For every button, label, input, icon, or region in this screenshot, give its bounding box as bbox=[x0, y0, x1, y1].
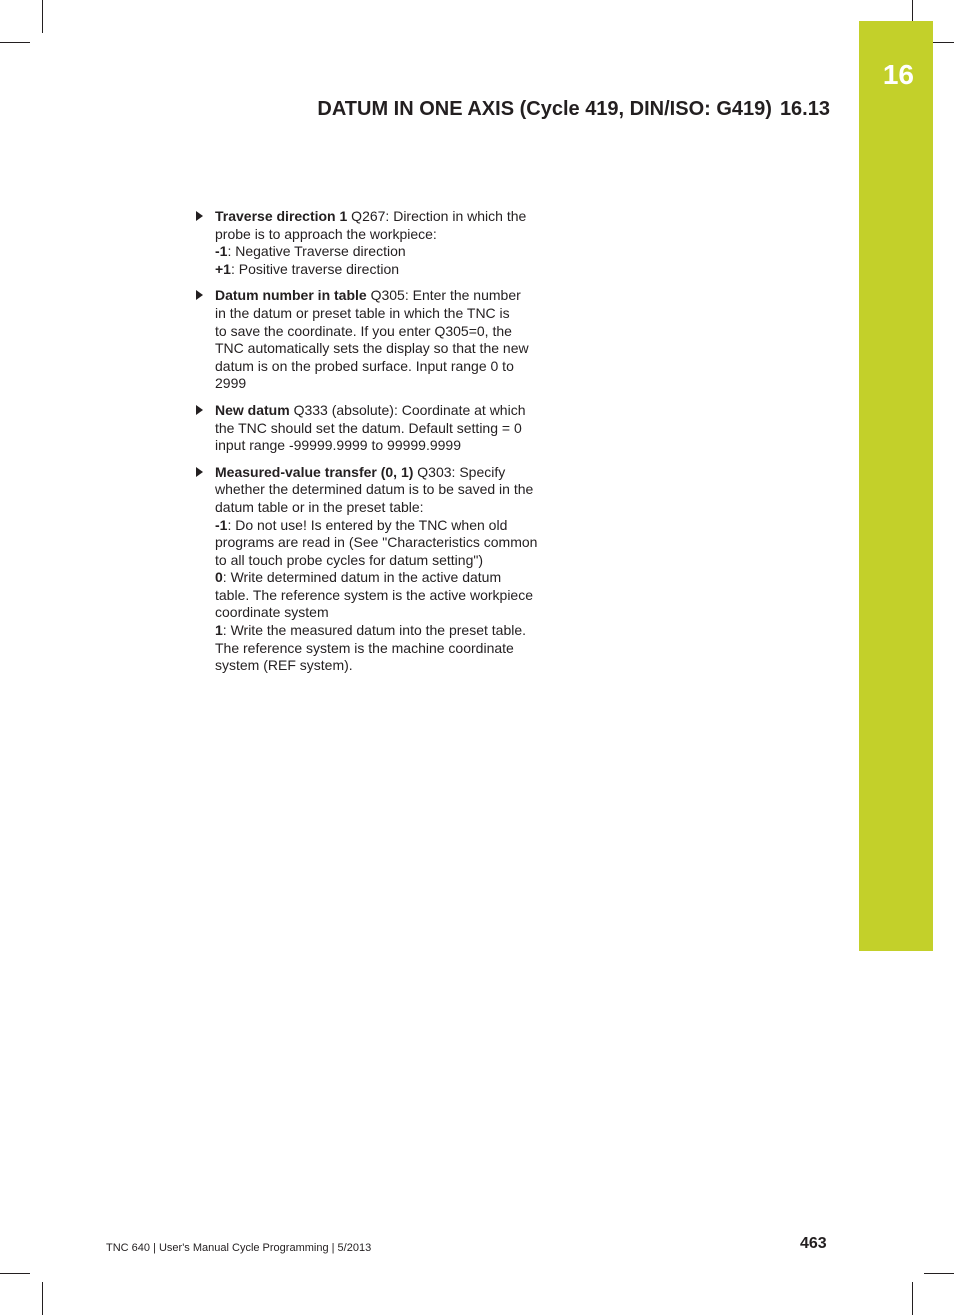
parameter-text-line bbox=[215, 569, 560, 587]
parameter-text-line bbox=[215, 534, 560, 552]
parameter-text-line bbox=[215, 640, 560, 658]
parameter-term: Traverse direction 1 bbox=[215, 208, 348, 224]
parameter-term: Measured-value transfer (0, 1) bbox=[215, 463, 414, 480]
parameter-text: programs are read in (See "Characteristics common bbox=[215, 534, 538, 551]
parameter-text: datum is on the probed surface. Input range 0 to bbox=[215, 357, 514, 374]
parameter-text-line bbox=[215, 287, 560, 305]
parameter-term: 1 bbox=[215, 622, 223, 639]
parameter-text-line bbox=[215, 517, 560, 535]
parameter-text: : Do not use! Is entered by the TNC when old bbox=[227, 516, 508, 533]
section-number: 16.13 bbox=[779, 98, 830, 120]
triangle-bullet-icon bbox=[196, 467, 203, 477]
parameter-text-line bbox=[215, 604, 560, 622]
parameter-text-line bbox=[215, 402, 560, 420]
parameter-term: 0 bbox=[215, 569, 223, 586]
parameter-text-line bbox=[215, 226, 560, 244]
parameter-term: +1 bbox=[215, 260, 231, 277]
parameter-term: -1 bbox=[215, 243, 228, 260]
parameter-text-line bbox=[215, 499, 560, 517]
parameter-text: the TNC should set the datum. Default setting = 0 bbox=[215, 419, 522, 436]
triangle-bullet-icon bbox=[196, 211, 203, 221]
parameter-text: : Write the measured datum into the preset table. bbox=[222, 622, 527, 639]
parameter-text-line bbox=[215, 552, 560, 570]
parameter-list bbox=[215, 208, 560, 684]
parameter-item bbox=[215, 208, 560, 278]
parameter-text: in the datum or preset table in which the TNC is bbox=[215, 304, 510, 321]
parameter-text-line bbox=[215, 261, 560, 279]
parameter-text-line bbox=[215, 622, 560, 640]
parameter-item bbox=[215, 464, 560, 675]
parameter-text: TNC automatically sets the display so that the new bbox=[215, 340, 529, 357]
parameter-term: -1 bbox=[215, 516, 228, 533]
parameter-text: whether the determined datum is to be saved in the bbox=[215, 481, 534, 498]
parameter-term: Datum number in table bbox=[215, 287, 367, 304]
parameter-item bbox=[215, 402, 560, 455]
triangle-bullet-icon bbox=[196, 290, 203, 300]
parameter-text-line bbox=[215, 587, 560, 605]
crop-mark bbox=[0, 42, 30, 43]
parameter-text: Q267: Direction in which the bbox=[347, 208, 527, 224]
parameter-text-line bbox=[215, 323, 560, 341]
triangle-bullet-icon bbox=[196, 405, 203, 415]
parameter-text: : Positive traverse direction bbox=[230, 260, 400, 277]
parameter-text: Q333 (absolute): Coordinate at which bbox=[289, 401, 526, 418]
parameter-text-line bbox=[215, 358, 560, 376]
parameter-text: table. The reference system is the active workpiece bbox=[215, 586, 534, 603]
parameter-text: coordinate system bbox=[215, 604, 329, 621]
crop-mark bbox=[0, 1273, 30, 1274]
parameter-text: Q303: Specify bbox=[413, 463, 506, 480]
parameter-text: Q305: Enter the number bbox=[366, 287, 521, 304]
parameter-text-line bbox=[215, 375, 560, 393]
parameter-text-line bbox=[215, 437, 560, 455]
footer-text: TNC 640 | User's Manual Cycle Programming | 5/2013 bbox=[106, 1242, 372, 1254]
parameter-text: : Write determined datum in the active datum bbox=[222, 569, 502, 586]
crop-mark bbox=[42, 0, 43, 33]
parameter-item bbox=[215, 287, 560, 393]
parameter-text-line bbox=[215, 657, 560, 675]
parameter-text: input range -99999.9999 to 99999.9999 bbox=[215, 437, 461, 454]
chapter-tab bbox=[859, 21, 933, 951]
parameter-text: probe is to approach the workpiece: bbox=[215, 225, 437, 242]
parameter-text-line bbox=[215, 464, 560, 482]
parameter-text: system (REF system). bbox=[215, 657, 353, 674]
parameter-text-line bbox=[215, 208, 560, 226]
parameter-text: 2999 bbox=[215, 375, 247, 392]
crop-mark bbox=[912, 1282, 913, 1315]
parameter-term: New datum bbox=[215, 401, 290, 418]
parameter-text: to save the coordinate. If you enter Q305=0, the bbox=[215, 322, 512, 339]
parameter-text: datum table or in the preset table: bbox=[215, 498, 424, 515]
page-title: DATUM IN ONE AXIS (Cycle 419, DIN/ISO: G419) bbox=[317, 98, 772, 120]
parameter-text-line bbox=[215, 420, 560, 438]
page-number: 463 bbox=[800, 1235, 827, 1252]
parameter-text-line bbox=[215, 243, 560, 261]
chapter-number: 16 bbox=[882, 59, 914, 90]
parameter-text-line bbox=[215, 340, 560, 358]
crop-mark bbox=[924, 1273, 954, 1274]
crop-mark bbox=[42, 1282, 43, 1315]
page-header bbox=[317, 98, 830, 121]
parameter-text-line bbox=[215, 305, 560, 323]
parameter-text-line bbox=[215, 481, 560, 499]
parameter-text: to all touch probe cycles for datum setting") bbox=[215, 551, 483, 568]
parameter-text: The reference system is the machine coordinate bbox=[215, 639, 514, 656]
parameter-text: : Negative Traverse direction bbox=[227, 243, 406, 260]
